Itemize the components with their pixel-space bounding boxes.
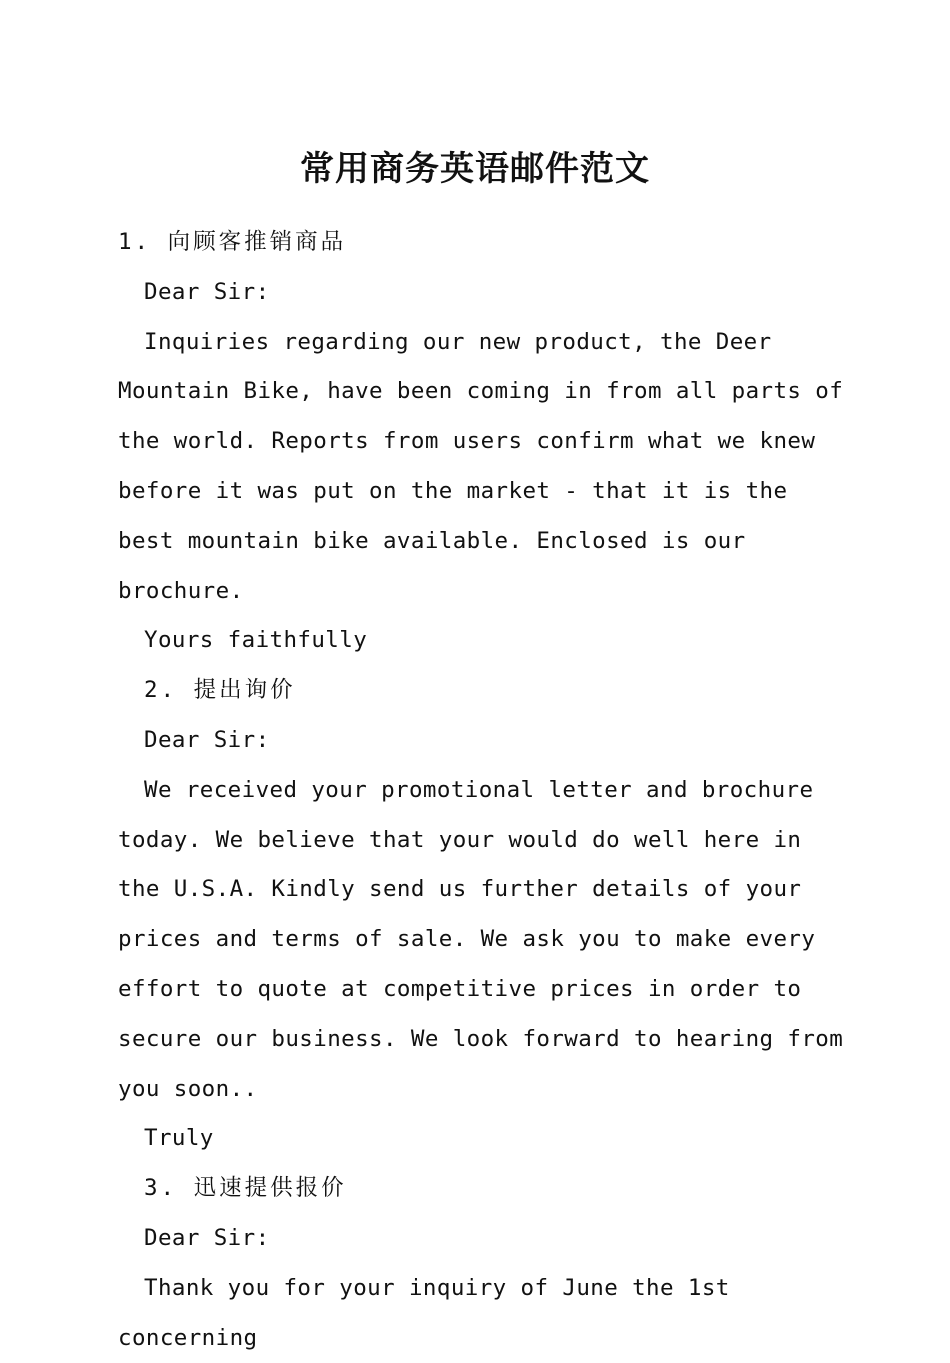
letter-body-paragraph: Thank you for your inquiry of June the 1st concerning [118,1274,730,1351]
salutation: Dear Sir: [144,278,270,305]
salutation: Dear Sir: [144,726,270,753]
section-heading-3: 3. 迅速提供报价 [144,1175,347,1202]
letter-body-paragraph: We received your promotional letter and brochure today. We believe that your would do well here in the U.S.A. Kindly send us further details of your prices and terms of sale. We ask you to make every effort to quote at competitive prices in order to secure our business. We look forward to hearing from you soon.. [118,776,844,1102]
document-title: 常用商务英语邮件范文 [300,149,650,189]
closing: Yours faithfully [144,627,368,654]
section-heading-1: 1. 向顾客推销商品 [118,229,347,255]
section-heading-2: 2. 提出询价 [144,677,296,704]
document-body [118,218,848,1363]
letter-body-paragraph: Inquiries regarding our new product, the Deer Mountain Bike, have been coming in from all parts of the world. Reports from users confirm what we knew before it was put on the market - that it is the best mountain bike available. Enclosed is our brochure. [118,328,844,604]
closing: Truly [144,1125,214,1152]
salutation: Dear Sir: [144,1224,270,1251]
